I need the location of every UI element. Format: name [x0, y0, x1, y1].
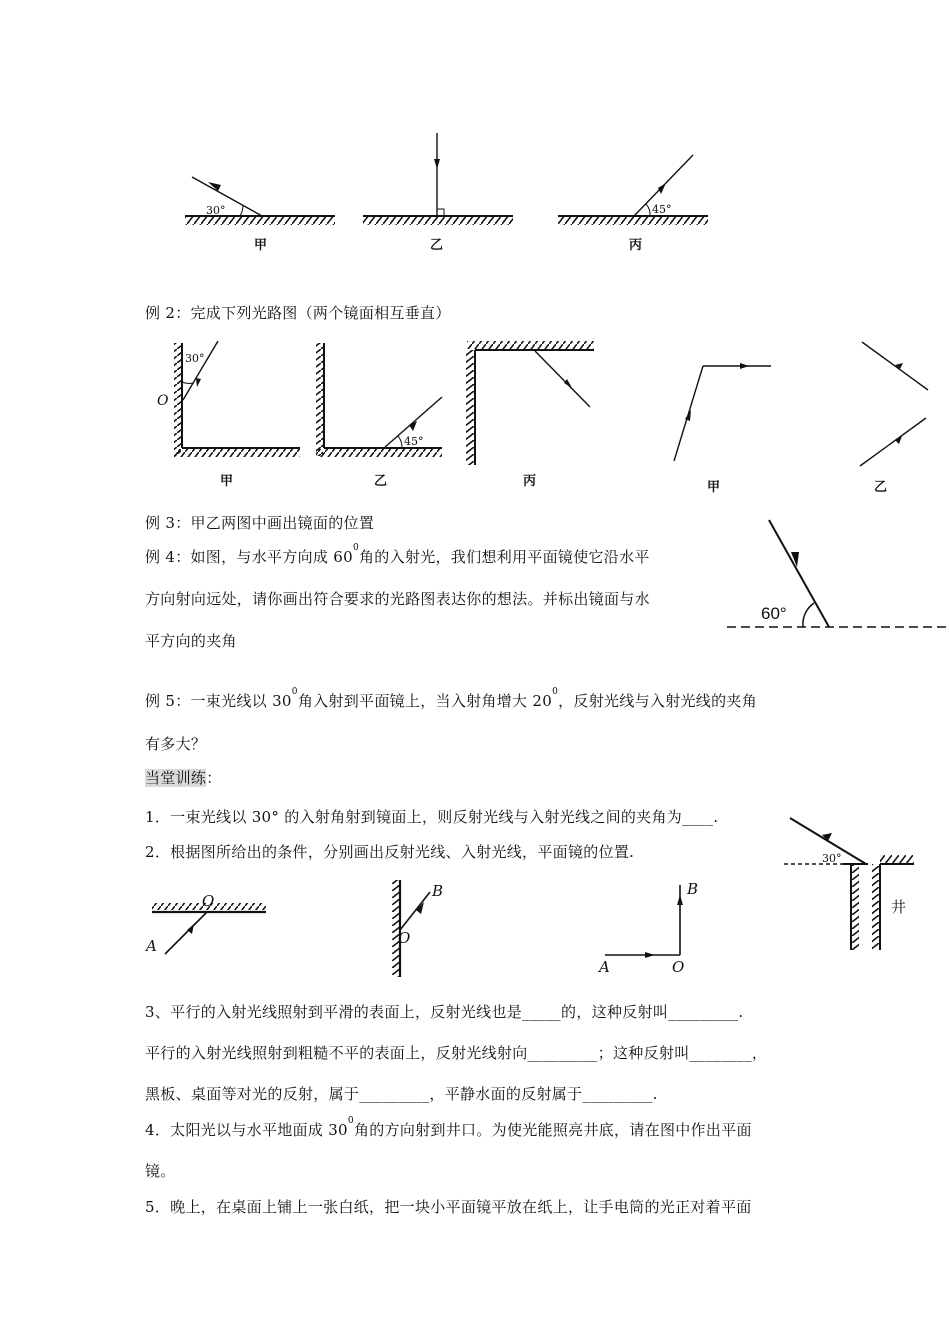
- mirror-hatch-horizontal: [467, 341, 594, 349]
- label-jia-2: 甲: [707, 480, 721, 495]
- angle-label: 30°: [185, 352, 205, 365]
- point-o: O: [157, 393, 169, 409]
- label-jia: 甲: [254, 238, 268, 253]
- example-3-text: 例 3：甲乙两图中画出镜面的位置: [145, 514, 375, 532]
- question-4-line-2: 镜。: [145, 1162, 176, 1180]
- figure-example-2: [150, 335, 950, 500]
- mirror-hatch: [363, 217, 513, 225]
- arrowhead: [196, 378, 201, 387]
- well-rim-right-hatch: [880, 855, 914, 863]
- arrowhead: [677, 895, 683, 905]
- angle-label: 30°: [822, 852, 842, 865]
- question-3-line-2: 平行的入射光线照射到粗糙不平的表面上，反射光线射向_________；这种反射叫________，: [145, 1044, 768, 1062]
- point-o: O: [672, 958, 685, 976]
- angle-arc: [240, 205, 243, 216]
- figure-well: [780, 810, 930, 955]
- question-4-line-1: 4．太阳光以与水平地面成 $30^0$角的方向射到井口。为使光能照亮井底，请在图中作出平面: [145, 1116, 752, 1139]
- point-a: A: [599, 958, 610, 976]
- example-4-line-3: 平方向的夹角: [145, 632, 237, 650]
- well-wall-right-hatch: [872, 864, 879, 950]
- label-jia: 甲: [220, 474, 234, 489]
- incident-ray: [535, 351, 590, 407]
- angle-arc: [803, 603, 814, 627]
- label-yi: 乙: [430, 238, 444, 253]
- example-2-title: 例 2：完成下列光路图（两个镜面相互垂直）: [145, 304, 451, 322]
- training-heading: 当堂训练：: [145, 769, 222, 787]
- q2-diagram-c: [597, 880, 698, 976]
- mirror-hatch: [558, 217, 708, 225]
- label-bing: 丙: [629, 238, 643, 253]
- diagram-yi: [363, 133, 513, 253]
- point-b: B: [687, 880, 699, 898]
- arrowhead: [895, 363, 903, 369]
- example-5-line-2: 有多大？: [145, 735, 207, 753]
- incident-ray: [192, 177, 262, 216]
- ray-upper: [862, 342, 928, 390]
- label-bing: 丙: [523, 474, 537, 489]
- angle-label: 45°: [404, 435, 424, 448]
- incident-ray: [674, 366, 703, 461]
- mirror-hatch-vertical: [466, 350, 474, 465]
- figure-incidence-angles: [180, 125, 720, 260]
- figure-example-4: [725, 512, 950, 637]
- arrowhead: [645, 952, 655, 958]
- training-heading-text: 当堂训练: [145, 769, 207, 787]
- angle-arc: [398, 436, 402, 448]
- label-yi: 乙: [374, 474, 388, 489]
- right-angle-mark: [437, 209, 444, 216]
- example-4-line-2: 方向射向远处，请你画出符合要求的光路图表达你的想法。并标出镜面与水: [145, 590, 650, 608]
- arrowhead: [822, 833, 832, 841]
- question-1: 1．一束光线以 30° 的入射角射到镜面上，则反射光线与入射光线之间的夹角为____.: [145, 808, 719, 826]
- point-o: O: [202, 892, 215, 910]
- question-3-line-1: 3、平行的入射光线照射到平滑的表面上，反射光线也是_____的，这种反射叫_________.: [145, 1003, 744, 1021]
- angle-label: 30°: [206, 204, 226, 217]
- question-5-line-1: 5．晚上，在桌面上铺上一张白纸，把一块小平面镜平放在纸上，让手电筒的光正对着平面: [145, 1198, 752, 1216]
- point-a: A: [146, 937, 157, 955]
- mirror-hatch-vertical: [174, 343, 181, 456]
- corner-mirror-jia: [157, 341, 300, 489]
- mirror-hatch-horizontal: [174, 449, 300, 457]
- angle-label: 45°: [652, 203, 672, 216]
- well-wall-left-hatch: [852, 864, 859, 950]
- corner-mirror-yi: [316, 343, 442, 489]
- point-b: B: [432, 882, 444, 900]
- arrowhead: [658, 183, 666, 194]
- diagram-jia: [185, 177, 335, 253]
- angle-arc: [646, 204, 650, 216]
- q2-diagram-b: [392, 880, 443, 977]
- arrowhead: [564, 379, 572, 388]
- label-yi-2: 乙: [874, 480, 888, 495]
- mirror-hatch-vertical: [316, 343, 323, 456]
- diagram-bing: [558, 155, 708, 253]
- mirror-hatch-horizontal: [316, 449, 442, 457]
- point-o: O: [398, 929, 411, 947]
- q2-diagram-a: [144, 892, 266, 955]
- example-5-line-1: 例 5：一束光线以 $30^0$角入射到平面镜上，当入射角增大 $20^0$，反射光线与入射光线的夹角: [145, 687, 758, 710]
- corner-mirror-bing: [466, 341, 594, 489]
- reflected-ray: [400, 892, 430, 930]
- angle-arc: [182, 382, 193, 383]
- well-label: 井: [891, 898, 907, 916]
- angle-label: 60°: [761, 604, 787, 623]
- example-4-line-1: 例 4：如图，与水平方向成 $60^0$角的入射光，我们想利用平面镜使它沿水平: [145, 543, 650, 566]
- arrowhead: [187, 924, 194, 934]
- ray-diagram-yi: [860, 342, 928, 495]
- mirror-hatch: [185, 217, 335, 225]
- arrowhead: [434, 159, 440, 169]
- ray-diagram-jia: [674, 363, 771, 495]
- question-3-line-3: 黑板、桌面等对光的反射，属于_________，平静水面的反射属于_________.: [145, 1085, 658, 1103]
- arrowhead: [740, 363, 749, 369]
- arrowhead: [685, 410, 691, 421]
- incident-ray: [183, 341, 218, 400]
- figure-question-2: [140, 870, 720, 985]
- question-2: 2．根据图所给出的条件，分别画出反射光线、入射光线，平面镜的位置.: [145, 843, 635, 861]
- incident-ray: [165, 912, 207, 954]
- ray-lower: [860, 418, 926, 466]
